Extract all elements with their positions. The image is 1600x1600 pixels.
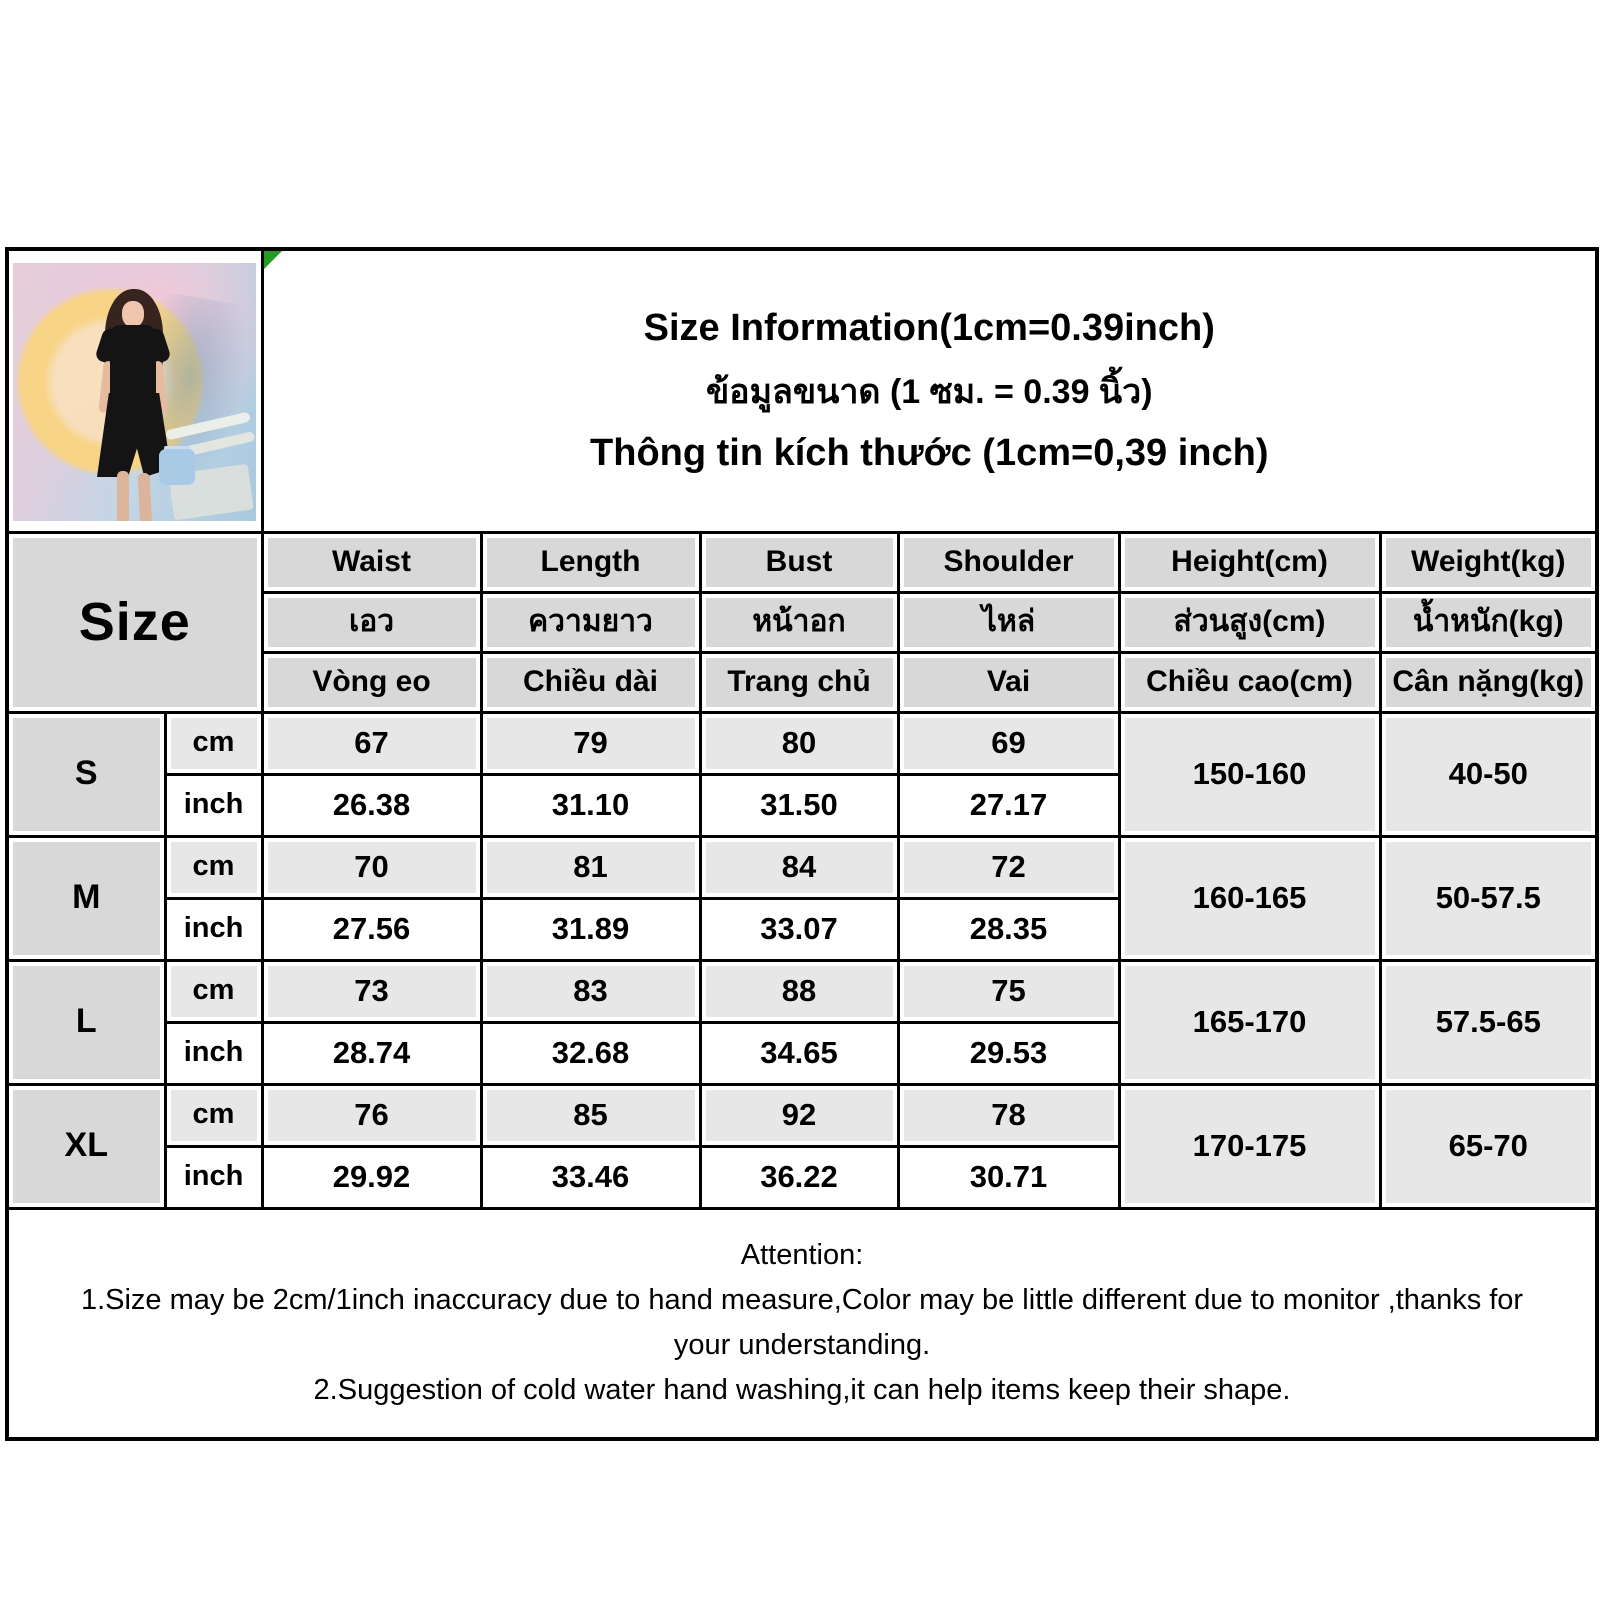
value-s-weight: 40-50 [1380, 712, 1597, 836]
value-xl-weight: 65-70 [1380, 1084, 1597, 1208]
col-header-length-vi: Chiều dài [481, 652, 700, 712]
value-m-length-inch: 31.89 [481, 898, 700, 960]
value-m-bust-cm: 84 [700, 836, 898, 898]
value-xl-bust-cm: 92 [700, 1084, 898, 1146]
value-l-weight: 57.5-65 [1380, 960, 1597, 1084]
col-header-height-th: ส่วนสูง(cm) [1119, 592, 1380, 652]
size-row-xl: XL [7, 1084, 165, 1208]
value-m-length-cm: 81 [481, 836, 700, 898]
product-photo [13, 263, 256, 521]
col-header-weight-vi: Cân nặng(kg) [1380, 652, 1597, 712]
value-l-waist-cm: 73 [262, 960, 481, 1022]
col-header-bust: Bust [700, 532, 898, 592]
size-chart-sheet [5, 247, 1595, 1441]
value-m-height: 160-165 [1119, 836, 1380, 960]
value-s-length-cm: 79 [481, 712, 700, 774]
value-m-weight: 50-57.5 [1380, 836, 1597, 960]
col-header-height-vi: Chiều cao(cm) [1119, 652, 1380, 712]
model-face [122, 301, 144, 327]
value-l-length-inch: 32.68 [481, 1022, 700, 1084]
col-header-bust-th: หน้าอก [700, 592, 898, 652]
value-l-length-cm: 83 [481, 960, 700, 1022]
value-s-shoulder-cm: 69 [898, 712, 1119, 774]
col-header-height: Height(cm) [1119, 532, 1380, 592]
value-xl-shoulder-cm: 78 [898, 1084, 1119, 1146]
value-s-bust-cm: 80 [700, 712, 898, 774]
value-s-length-inch: 31.10 [481, 774, 700, 836]
size-row-s: S [7, 712, 165, 836]
dress-torso [110, 325, 156, 397]
col-header-waist-th: เอว [262, 592, 481, 652]
unit-cell-cm: cm [165, 1084, 262, 1146]
value-l-bust-cm: 88 [700, 960, 898, 1022]
value-l-waist-inch: 28.74 [262, 1022, 481, 1084]
value-l-height: 165-170 [1119, 960, 1380, 1084]
size-header-label: Size [13, 538, 257, 707]
title-thai: ข้อมูลขนาด (1 ซม. = 0.39 นิ้ว) [705, 372, 1153, 411]
unit-cell-inch: inch [165, 898, 262, 960]
title-cell [262, 249, 1597, 532]
value-m-waist-cm: 70 [262, 836, 481, 898]
col-header-shoulder-vi: Vai [898, 652, 1119, 712]
value-xl-waist-cm: 76 [262, 1084, 481, 1146]
model-leg-left [117, 471, 129, 521]
col-header-bust-vi: Trang chủ [700, 652, 898, 712]
col-header-shoulder: Shoulder [898, 532, 1119, 592]
value-s-waist-cm: 67 [262, 712, 481, 774]
unit-cell-inch: inch [165, 774, 262, 836]
col-header-weight: Weight(kg) [1380, 532, 1597, 592]
size-row-l: L [7, 960, 165, 1084]
col-header-length-th: ความยาว [481, 592, 700, 652]
col-header-waist: Waist [262, 532, 481, 592]
unit-cell-inch: inch [165, 1022, 262, 1084]
value-s-bust-inch: 31.50 [700, 774, 898, 836]
unit-cell-cm: cm [165, 836, 262, 898]
title-vietnamese: Thông tin kích thước (1cm=0,39 inch) [590, 431, 1269, 474]
value-l-shoulder-inch: 29.53 [898, 1022, 1119, 1084]
value-s-height: 150-160 [1119, 712, 1380, 836]
col-header-weight-th: น้ำหนัก(kg) [1380, 592, 1597, 652]
product-photo-cell [7, 249, 262, 532]
value-xl-length-cm: 85 [481, 1084, 700, 1146]
size-header-cell [7, 532, 262, 712]
unit-cell-cm: cm [165, 712, 262, 774]
attention-line-2: your understanding. [673, 1329, 931, 1362]
value-xl-waist-inch: 29.92 [262, 1146, 481, 1208]
value-xl-height: 170-175 [1119, 1084, 1380, 1208]
value-m-shoulder-cm: 72 [898, 836, 1119, 898]
handbag [159, 449, 195, 485]
attention-heading: Attention: [740, 1239, 864, 1272]
value-s-waist-inch: 26.38 [262, 774, 481, 836]
title-english: Size Information(1cm=0.39inch) [643, 306, 1215, 349]
value-s-shoulder-inch: 27.17 [898, 774, 1119, 836]
unit-cell-inch: inch [165, 1146, 262, 1208]
col-header-waist-vi: Vòng eo [262, 652, 481, 712]
value-l-bust-inch: 34.65 [700, 1022, 898, 1084]
attention-section [7, 1208, 1597, 1439]
col-header-shoulder-th: ไหล่ [898, 592, 1119, 652]
value-xl-shoulder-inch: 30.71 [898, 1146, 1119, 1208]
attention-line-1: 1.Size may be 2cm/1inch inaccuracy due to hand measure,Color may be little different due to monitor ,thanks for [80, 1284, 1524, 1317]
attention-line-3: 2.Suggestion of cold water hand washing,it can help items keep their shape. [313, 1374, 1291, 1407]
col-header-length: Length [481, 532, 700, 592]
value-m-shoulder-inch: 28.35 [898, 898, 1119, 960]
size-table [5, 247, 1599, 1441]
value-m-waist-inch: 27.56 [262, 898, 481, 960]
unit-cell-cm: cm [165, 960, 262, 1022]
value-xl-bust-inch: 36.22 [700, 1146, 898, 1208]
size-row-m: M [7, 836, 165, 960]
value-m-bust-inch: 33.07 [700, 898, 898, 960]
value-l-shoulder-cm: 75 [898, 960, 1119, 1022]
value-xl-length-inch: 33.46 [481, 1146, 700, 1208]
